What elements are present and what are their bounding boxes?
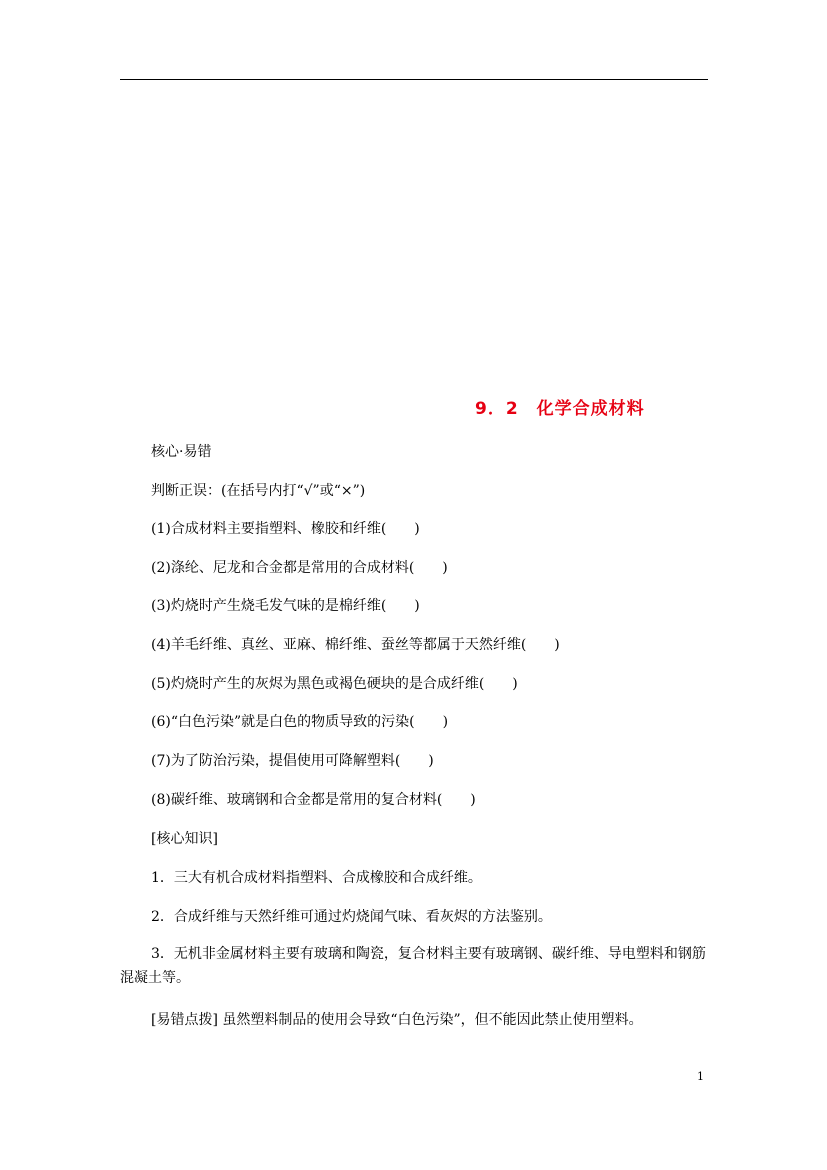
question-item-4: (4)羊毛纤维、真丝、亚麻、棉纤维、蚕丝等都属于天然纤维( ) — [151, 637, 560, 653]
question-item-1: (1)合成材料主要指塑料、橡胶和纤维( ) — [151, 521, 420, 537]
question-item-6: (6)“白色污染”就是白色的物质导致的污染( ) — [151, 714, 449, 730]
knowledge-point-1: 1．三大有机合成材料指塑料、合成橡胶和合成纤维。 — [151, 870, 482, 886]
question-item-8: (8)碳纤维、玻璃钢和合金都是常用的复合材料( ) — [151, 792, 476, 808]
page-number: 1 — [697, 1070, 704, 1083]
document-title: 9．2 化学合成材料 — [475, 399, 645, 419]
error-tip: [易错点拨] 虽然塑料制品的使用会导致“白色污染”，但不能因此禁止使用塑料。 — [151, 1012, 643, 1028]
question-item-5: (5)灼烧时产生的灰烬为黑色或褐色硬块的是合成纤维( ) — [151, 676, 518, 692]
header-rule — [120, 79, 708, 80]
instruction-text: 判断正误：(在括号内打“√”或“×”) — [151, 483, 366, 499]
question-item-3: (3)灼烧时产生烧毛发气味的是棉纤维( ) — [151, 598, 420, 614]
question-item-2: (2)涤纶、尼龙和合金都是常用的合成材料( ) — [151, 560, 448, 576]
knowledge-point-3: 3．无机非金属材料主要有玻璃和陶瓷，复合材料主要有玻璃钢、碳纤维、导电塑料和钢筋混凝土等。 — [120, 946, 706, 986]
question-item-7: (7)为了防治污染，提倡使用可降解塑料( ) — [151, 753, 434, 769]
knowledge-point-2: 2．合成纤维与天然纤维可通过灼烧闻气味、看灰烬的方法鉴别。 — [151, 909, 552, 925]
section-label: 核心·易错 — [151, 444, 212, 460]
knowledge-heading: [核心知识] — [151, 831, 218, 847]
